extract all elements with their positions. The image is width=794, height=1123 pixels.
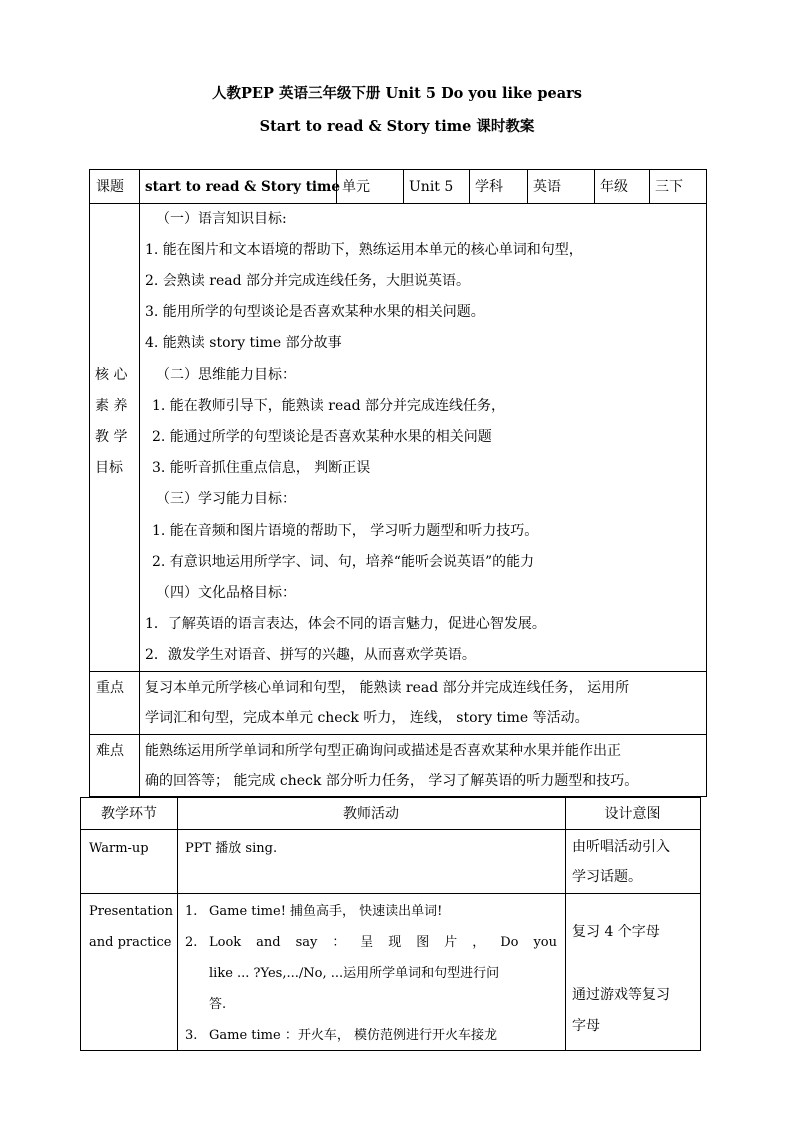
document-title: 人教PEP 英语三年级下册 Unit 5 Do you like pears	[212, 85, 582, 102]
goal-item: 3. 能听音抓住重点信息， 判断正误	[152, 460, 371, 476]
unit-label: 单元	[342, 179, 370, 195]
lesson-info-table	[89, 169, 707, 797]
goal-item: 1．了解英语的语言表达，体会不同的语言魅力，促进心智发展。	[145, 616, 546, 632]
activity-word: you	[533, 935, 557, 950]
header-stage: 教学环节	[101, 806, 157, 822]
goal-heading: （四）文化品格目标：	[156, 585, 296, 601]
activity-item: 答.	[209, 997, 227, 1012]
activity-word: say	[295, 935, 318, 950]
activity-number: 2.	[185, 935, 198, 950]
difficulties-text: 能熟练运用所学单词和所学句型正确询问或描述是否喜欢某种水果并能作出正	[145, 743, 621, 759]
goal-item: 3. 能用所学的句型谈论是否喜欢某种水果的相关问题。	[145, 304, 485, 320]
activity-word: Do	[500, 935, 519, 950]
teaching-process-table	[80, 797, 701, 1051]
goal-item: 1. 能在音频和图片语境的帮助下， 学习听力题型和听力技巧。	[152, 523, 539, 539]
goal-heading: （三）学习能力目标：	[156, 491, 296, 507]
stage-warmup: Warm-up	[89, 841, 149, 856]
topic-value: start to read & Story time	[145, 179, 340, 195]
difficulties-text: 确的回答等； 能完成 check 部分听力任务， 学习了解英语的听力题型和技巧。	[145, 773, 639, 789]
intent-presentation: 复习 4 个字母	[572, 924, 660, 940]
goal-item: 2. 有意识地运用所学字、词、句，培养“能听会说英语”的能力	[152, 554, 535, 570]
activity-number: 3.	[185, 1028, 198, 1043]
activity-number: 1.	[185, 904, 198, 919]
goal-heading: （一）语言知识目标:	[156, 211, 287, 227]
intent-presentation: 通过游戏等复习	[572, 987, 670, 1003]
activity-item: Game time! 捕鱼高手， 快速读出单词!	[209, 904, 443, 919]
activity-warmup: PPT 播放 sing.	[185, 841, 278, 856]
key-points-text: 复习本单元所学核心单词和句型， 能熟读 read 部分并完成连线任务， 运用所	[145, 680, 630, 696]
goal-item: 2. 会熟读 read 部分并完成连线任务，大胆说英语。	[145, 273, 470, 289]
stage-presentation: and practice	[89, 935, 172, 950]
unit-value: Unit 5	[409, 179, 454, 195]
goal-item: 1. 能在教师引导下，能熟读 read 部分并完成连线任务，	[152, 398, 505, 414]
goals-label-line: 核 心	[95, 367, 128, 383]
intent-warmup: 由听唱活动引入	[572, 839, 670, 855]
activity-item-justified	[209, 934, 557, 952]
activity-word: 现	[388, 935, 402, 950]
goal-heading: （二）思维能力目标：	[156, 367, 296, 383]
document-subtitle: Start to read & Story time 课时教案	[259, 118, 535, 135]
grade-value: 三下	[655, 179, 683, 195]
goal-item: 4. 能熟读 story time 部分故事	[145, 335, 342, 351]
header-activity: 教师活动	[343, 806, 399, 822]
goal-item: 1. 能在图片和文本语境的帮助下，熟练运用本单元的核心单词和句型，	[145, 242, 583, 258]
difficulties-label: 难点	[96, 743, 124, 759]
goal-item: 2. 能通过所学的句型谈论是否喜欢某种水果的相关问题	[152, 429, 492, 445]
activity-item: like ... ?Yes,.../No, ...运用所学单词和句型进行问	[209, 966, 500, 981]
subject-value: 英语	[533, 179, 561, 195]
subject-label: 学科	[475, 179, 503, 195]
activity-word: 呈	[360, 935, 374, 950]
activity-item: Game time ：开火车， 模仿范例进行开火车接龙	[209, 1028, 497, 1043]
goals-label-line: 目标	[95, 460, 123, 476]
grade-label: 年级	[600, 179, 628, 195]
key-points-label: 重点	[96, 680, 124, 696]
goals-label-line: 教 学	[95, 429, 128, 445]
activity-word: ，	[472, 935, 486, 950]
goal-item: 2．激发学生对语音、拼写的兴趣，从而喜欢学英语。	[145, 647, 476, 663]
activity-word: 图	[416, 935, 430, 950]
goals-label-line: 素 养	[95, 398, 128, 414]
activity-word: ：	[332, 935, 346, 950]
topic-label: 课题	[96, 179, 124, 195]
intent-warmup: 学习话题。	[572, 869, 642, 885]
activity-word: Look	[209, 935, 242, 950]
activity-word: and	[256, 935, 281, 950]
header-intent: 设计意图	[604, 806, 661, 822]
key-points-text: 学词汇和句型，完成本单元 check 听力， 连线， story time 等活动。	[145, 710, 589, 726]
intent-presentation: 字母	[572, 1018, 600, 1034]
activity-word: 片	[444, 935, 458, 950]
stage-presentation: Presentation	[89, 904, 173, 919]
